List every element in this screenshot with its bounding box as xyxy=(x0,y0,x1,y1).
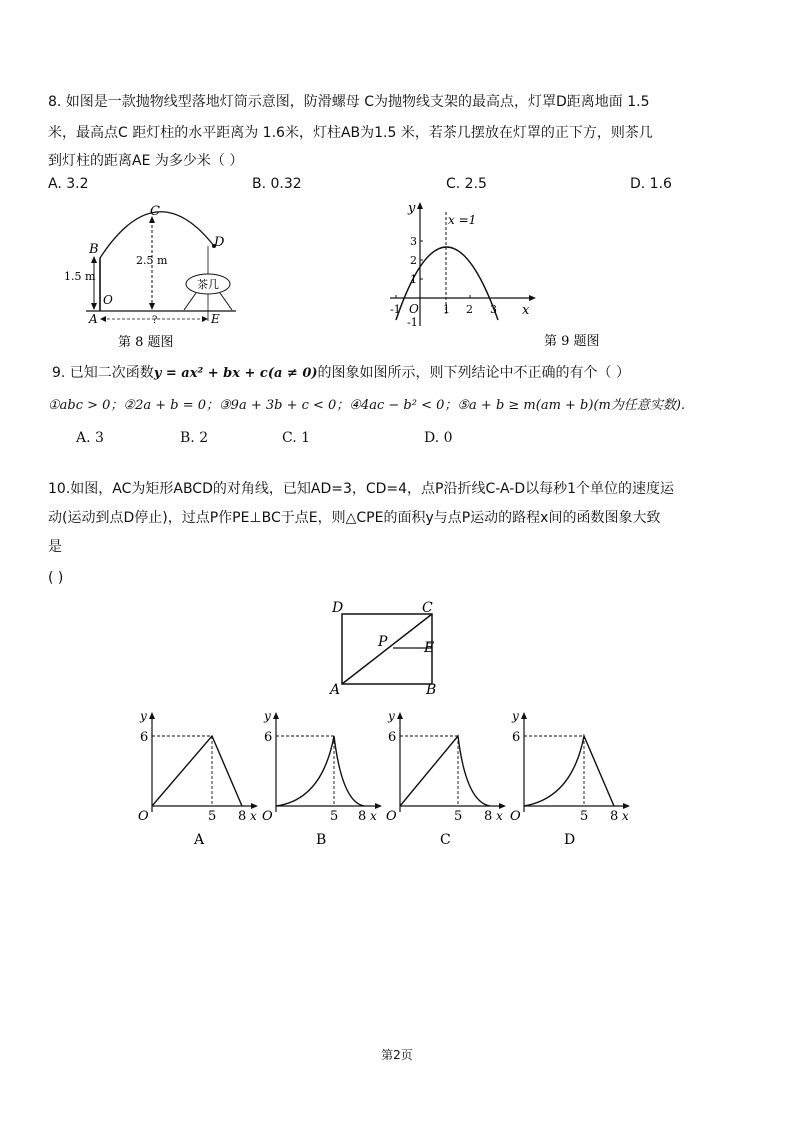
fig8-label-c: C xyxy=(150,204,160,219)
graph-d-six: 6 xyxy=(512,730,521,745)
fig9-tick-y-neg1: -1 xyxy=(407,316,418,329)
fig9-tick-x-neg1: -1 xyxy=(390,303,401,316)
q8-line-1: 8. 如图是一款抛物线型落地灯筒示意图，防滑螺母 C为抛物线支架的最高点，灯罩D距离地面 1.5 xyxy=(48,94,650,110)
graph-a-six: 6 xyxy=(140,730,149,745)
q9-formula: y = ax² + bx + c(a ≠ 0) xyxy=(153,366,318,381)
figure-10-rectangle xyxy=(326,596,466,696)
graph-d-x: x xyxy=(622,809,629,823)
q8-choice-c: C. 2.5 xyxy=(446,176,487,192)
graph-option-b xyxy=(258,706,390,848)
fig8-label-o: O xyxy=(103,293,113,307)
q10-line-1: 10.如图，AC为矩形ABCD的对角线，已知AD=3，CD=4，点P沿折线C-A-D以每秒1个单位的速度运 xyxy=(48,481,675,497)
fig8-caption: 第 8 题图 xyxy=(118,335,174,350)
graph-a-y: y xyxy=(140,709,147,723)
q10-line-4: ( ) xyxy=(48,570,64,586)
graph-b-x: x xyxy=(370,809,377,823)
q9-conclusions: ①abc > 0；②2a + b = 0；③9a + 3b + c < 0；④4ac − b² < 0；⑤a + b ≥ m(am + b)(m为任意实数). xyxy=(48,398,686,413)
fig9-origin: O xyxy=(409,302,419,316)
fig8-label-b: B xyxy=(89,242,99,257)
fig8-height-c: 2.5 m xyxy=(136,254,168,267)
rect-label-p: P xyxy=(378,634,388,650)
q8-line-2: 米，最高点C 距灯柱的水平距离为 1.6米，灯柱AB为1.5 米，若茶几摆放在灯罩的正下方，则茶几 xyxy=(48,125,653,141)
q8-choice-d: D. 1.6 xyxy=(630,176,672,192)
graph-b-eight: 8 xyxy=(358,809,367,824)
graph-b-y: y xyxy=(264,709,271,723)
fig9-tick-y-2: 2 xyxy=(410,254,417,267)
rect-label-e: E xyxy=(424,640,435,656)
fig8-label-d: D xyxy=(214,235,225,250)
q9-stem xyxy=(52,364,630,383)
graph-d-five: 5 xyxy=(580,809,589,824)
rect-label-a: A xyxy=(330,682,341,696)
graph-option-a xyxy=(134,706,266,848)
fig9-caption: 第 9 题图 xyxy=(544,334,600,349)
graph-d-eight: 8 xyxy=(610,809,619,824)
graph-c-x: x xyxy=(496,809,503,823)
fig9-axis-label: x =1 xyxy=(448,213,477,227)
graph-c-y: y xyxy=(388,709,395,723)
rect-label-d: D xyxy=(332,600,344,616)
figure-9-parabola xyxy=(380,196,640,356)
q9-choice-b: B. 2 xyxy=(180,430,209,446)
graph-d-y: y xyxy=(512,709,519,723)
fig9-tick-y-1: 1 xyxy=(410,273,417,286)
fig8-label-a: A xyxy=(89,312,98,326)
fig8-table-label: 茶几 xyxy=(197,278,219,291)
rect-label-b: B xyxy=(426,682,437,696)
graph-a-five: 5 xyxy=(208,809,217,824)
graph-c-six: 6 xyxy=(388,730,397,745)
graph-d-label: D xyxy=(564,832,576,848)
q9-choice-d: D. 0 xyxy=(424,430,453,446)
graph-c-eight: 8 xyxy=(484,809,493,824)
fig9-tick-y-3: 3 xyxy=(410,235,417,248)
graph-b-origin: O xyxy=(262,809,273,824)
figure-8-lamp xyxy=(56,198,256,356)
graph-d-origin: O xyxy=(510,809,521,824)
fig8-unknown: ? xyxy=(152,315,158,326)
graph-a-label: A xyxy=(194,832,205,848)
q10-line-2: 动(运动到点D停止)，过点P作PE⊥BC于点E，则△CPE的面积y与点P运动的路程x间的函数图象大致 xyxy=(48,510,661,526)
q8-line-3: 到灯柱的距离AE 为多少米（ ） xyxy=(48,153,244,169)
graph-a-x: x xyxy=(250,809,257,823)
q9-stem-lead: 9. 已知二次函数 xyxy=(52,365,154,381)
page-number: 第2页 xyxy=(381,1048,413,1062)
graph-c-origin: O xyxy=(386,809,397,824)
fig9-tick-x-3: 3 xyxy=(490,303,497,316)
fig9-x-label: x xyxy=(522,303,530,318)
q8-choice-a: A. 3.2 xyxy=(48,176,89,192)
graph-option-c xyxy=(382,706,514,848)
q9-choice-c: C. 1 xyxy=(282,430,311,446)
fig9-y-label: y xyxy=(408,201,416,216)
graph-a-eight: 8 xyxy=(238,809,247,824)
graph-b-five: 5 xyxy=(330,809,339,824)
graph-b-label: B xyxy=(316,832,327,848)
fig8-height-ab: 1.5 m xyxy=(64,270,96,283)
rect-label-c: C xyxy=(422,600,433,616)
graph-option-d xyxy=(506,706,638,848)
graph-b-six: 6 xyxy=(264,730,273,745)
fig9-tick-x-2: 2 xyxy=(466,303,473,316)
graph-c-label: C xyxy=(440,832,451,848)
fig8-label-e: E xyxy=(211,312,220,326)
graph-c-five: 5 xyxy=(454,809,463,824)
q8-choice-b: B. 0.32 xyxy=(252,176,302,192)
q10-line-3: 是 xyxy=(48,539,62,555)
q9-choice-a: A. 3 xyxy=(76,430,104,446)
graph-a-origin: O xyxy=(138,809,149,824)
q9-stem-tail: 的图象如图所示，则下列结论中不正确的有个（ ） xyxy=(317,365,630,381)
fig9-tick-x-1: 1 xyxy=(443,303,450,316)
